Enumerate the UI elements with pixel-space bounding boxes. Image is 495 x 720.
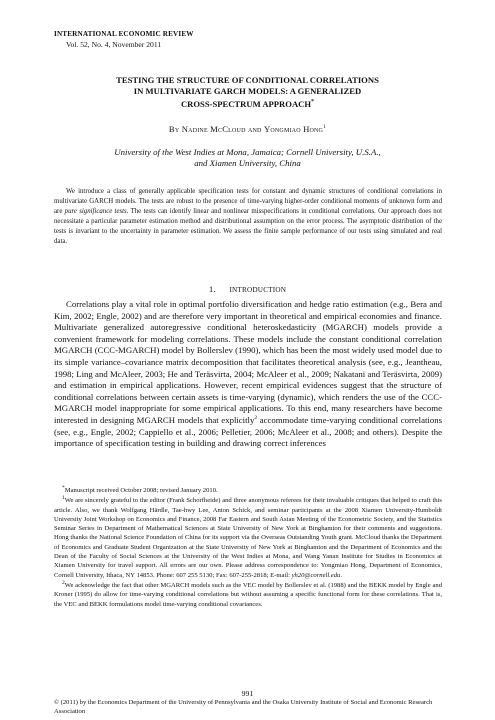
abstract <box>54 187 442 247</box>
abstract-text-1: We introduce a class of generally applicable specification tests for constant and dynamic structures of conditional correlations in multivariate GARCH models. The tests are robust to the presence of time-varying higher-order conditional moments of unknown form and are <box>54 188 442 216</box>
footnotes <box>54 486 442 609</box>
copyright-notice: © (2011) by the Economics Department of the University of Pennsylvania and the Osaka University Institute of Social and Economic Research Association <box>54 699 433 715</box>
abstract-emphasis: pure significance tests <box>64 208 127 216</box>
title-line-3 <box>40 97 455 110</box>
page-number: 991 <box>241 689 254 698</box>
author-line <box>40 124 455 134</box>
author-footnote-mark: 1 <box>323 124 327 131</box>
footnote-1 <box>54 496 442 580</box>
section-title: INTRODUCTION <box>229 286 287 294</box>
footnote-star-text: Manuscript received October 2008; revised January 2010. <box>64 487 218 494</box>
footnote-2 <box>54 581 442 609</box>
footnote-2-mark: 2 <box>62 579 65 586</box>
footnote-star-mark: * <box>62 484 65 491</box>
footnote-1-email[interactable]: yh20@cornell.edu <box>291 571 341 579</box>
title-line-2: IN MULTIVARIATE GARCH MODELS: A GENERALIZED <box>133 86 362 96</box>
author-1: Nadine McCloud <box>181 124 246 134</box>
footnote-1-mark: 1 <box>62 495 65 502</box>
author-and: and <box>247 124 262 134</box>
footnote-2-text: We acknowledge the fact that other MGARCH models such as the VEC model by Bollerslev et al. (1988) and the BEKK model by Engle and Kroner (1995) do allow for time-varying conditional correlations but without assuming a specific functional form for these correlations. That is, the VEC and BEKK formulations model time-varying conditional covariances. <box>54 581 442 608</box>
footnote-star <box>54 486 442 495</box>
body-footnote-mark: 2 <box>254 415 258 422</box>
footnote-1-end: . <box>340 571 342 579</box>
journal-name: INTERNATIONAL ECONOMIC REVIEW <box>54 30 194 38</box>
affiliation <box>40 147 455 169</box>
journal-volume: Vol. 52, No. 4, November 2011 <box>66 40 162 49</box>
section-number: 1. <box>208 284 216 294</box>
section-heading <box>40 284 455 294</box>
footnote-1-text: We are sincerely grateful to the editor (Frank Schorfheide) and three anonymous referees for their invaluable critiques that helped to craft this article. Also, we thank Wolfgang Härdle, Tae-hwy Lee, Anton Schick, and seminar participants at the 2008 Xiamen University-Humboldt University Joint Workshop on Economics and Finance, 2008 Far Eastern and South Asian Meeting of the Econometric Society, and the Statistics Seminar Series in Department of Mathematical Sciences at State University of New York at Binghamton for their comments and suggestions. Hong thanks the National Science Foundation of China for its support via the Overseas Outstanding Youth grant. McCloud thanks the Department of Economics and Graduate Student Organization at the State University of New York at Binghamton and the Department of Economics and the Dean of the Faculty of Social Sciences at the University of the West Indies at Mona, and Wang Yanan Institute for Studies in Economics at Xiamen University for travel support. All errors are our own. Please address correspondence to: Yongmiao Hong, Department of Economics, Cornell University, Ithaca, NY 14853. Phone: 607 255 5130; Fax: 607-255-2818; E-mail: <box>54 497 442 579</box>
abstract-text-2: . The tests can identify linear and nonlinear misspecifications in conditional correlations. Our approach does not necessitate a particular parameter estimation method and distributional assumption on the error process. The asymptotic distribution of the tests is invariant to the uncertainty in parameter estimation. We assess the finite sample performance of our tests using simulated and real data. <box>54 208 442 246</box>
affiliation-line-2: and Xiamen University, China <box>194 158 301 168</box>
author-by: By <box>168 124 180 134</box>
title-footnote-mark: * <box>311 99 315 105</box>
affiliation-line-1: University of the West Indies at Mona, Jamaica; Cornell University, U.S.A., <box>114 147 381 157</box>
body-text-2: accommodate time-varying conditional correlations (see, e.g., Engle, 2002; Cappiello et al., 2006; Pelletier, 2006; McAleer et al., 2008; and others). Despite the importance of specification testing in building and drawing correct inferences <box>54 414 442 449</box>
body-paragraph <box>54 299 442 450</box>
article-title <box>40 75 455 110</box>
title-line-3-text: CROSS-SPECTRUM APPROACH <box>180 98 312 109</box>
author-2: Yongmiao Hong <box>263 124 324 134</box>
body-text-1: Correlations play a vital role in optimal portfolio diversification and hedge ratio estimation (e.g., Bera and Kim, 2002; Engle, 2002) and are therefore very important in theoretical and empirical economies and finance. Multivariate generalized autoregressive conditional heteroskedasticity (MGARCH) models provide a convenient framework for modeling correlations. These models include the constant conditional correlation MGARCH (CCC-MGARCH) model by Bollerslev (1990), which has been the most widely used model due to its simple variance–covariance matrix decomposition that facilitates theoretical analysis (see, e.g., Jeantheau, 1998; Ling and McAleer, 2003; He and Teräsvirta, 2004; McAleer et al., 2009; Nakatani and Teräsvirta, 2009) and estimation in empirical applications. However, recent empirical evidences suggest that the structure of conditional correlations between certain assets is time-varying (dynamic), which renders the use of the CCC-MGARCH model inappropriate for some empirical applications. To this end, many researchers have become interested in designing MGARCH models that explicitly <box>54 299 442 425</box>
title-line-1: TESTING THE STRUCTURE OF CONDITIONAL CORRELATIONS <box>116 75 379 85</box>
